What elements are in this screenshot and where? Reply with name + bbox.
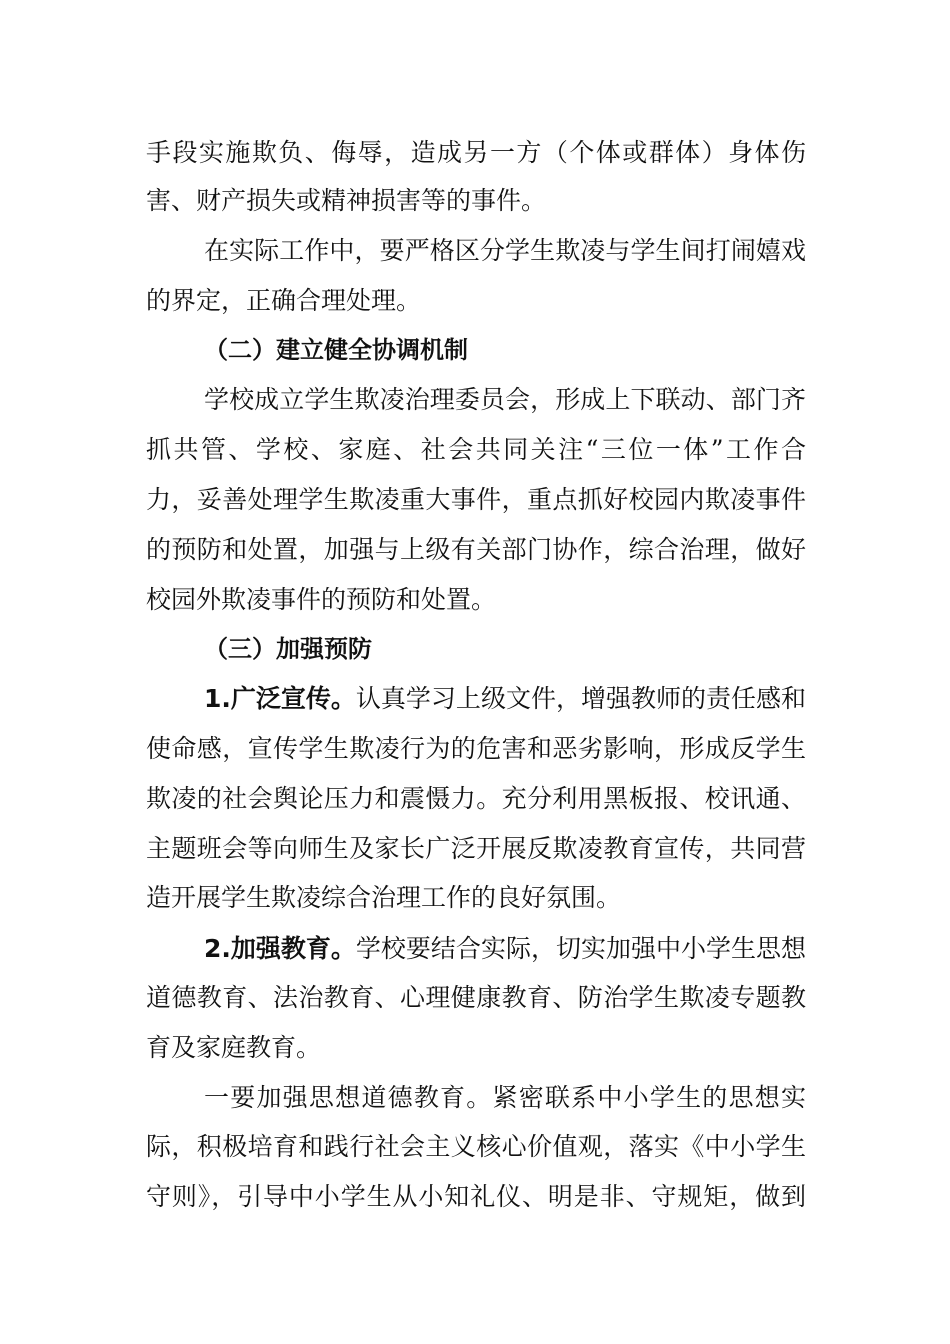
paragraph-line: 使命感，宣传学生欺凌行为的危害和恶劣影响，形成反学生 — [146, 734, 806, 763]
paragraph-line: 守则》，引导中小学生从小知礼仪、明是非、守规矩，做到 — [146, 1182, 806, 1211]
paragraph-line: 的预防和处置，加强与上级有关部门协作，综合治理，做好 — [146, 535, 806, 564]
item-text: 学校要结合实际，切实加强中小学生思想 — [355, 934, 806, 963]
paragraph-line: 道德教育、法治教育、心理健康教育、防治学生欺凌专题教 — [146, 983, 806, 1012]
item-lead: 2.加强教育。 — [204, 934, 356, 963]
paragraph-line: 学校成立学生欺凌治理委员会，形成上下联动、部门齐 — [204, 385, 806, 414]
paragraph-line: 在实际工作中，要严格区分学生欺凌与学生间打闹嬉戏 — [204, 236, 806, 265]
paragraph-line: 造开展学生欺凌综合治理工作的良好氛围。 — [146, 883, 622, 912]
item-text: 认真学习上级文件，增强教师的责任感和 — [355, 684, 806, 713]
paragraph-line — [204, 679, 806, 719]
paragraph-line: 际，积极培育和践行社会主义核心价值观，落实《中小学生 — [146, 1132, 806, 1161]
section-heading: （三）加强预防 — [204, 635, 372, 663]
paragraph-line: 育及家庭教育。 — [146, 1033, 322, 1062]
paragraph-line: 力，妥善处理学生欺凌重大事件，重点抓好校园内欺凌事件 — [146, 485, 806, 514]
paragraph-line: 主题班会等向师生及家长广泛开展反欺凌教育宣传，共同营 — [146, 834, 806, 863]
paragraph-line: 的界定，正确合理处理。 — [146, 286, 422, 315]
item-lead: 1.广泛宣传。 — [204, 684, 356, 713]
paragraph-line: 害、财产损失或精神损害等的事件。 — [146, 186, 547, 215]
paragraph-line: 一要加强思想道德教育。紧密联系中小学生的思想实 — [204, 1083, 806, 1112]
paragraph-line: 抓共管、学校、家庭、社会共同关注“三位一体”工作合 — [146, 435, 806, 464]
paragraph-line: 欺凌的社会舆论压力和震慑力。充分利用黑板报、校讯通、 — [146, 784, 806, 813]
section-heading: （二）建立健全协调机制 — [204, 336, 468, 364]
paragraph-line — [204, 929, 806, 969]
paragraph-line: 手段实施欺负、侮辱，造成另一方（个体或群体）身体伤 — [146, 138, 806, 167]
paragraph-line: 校园外欺凌事件的预防和处置。 — [146, 585, 497, 614]
